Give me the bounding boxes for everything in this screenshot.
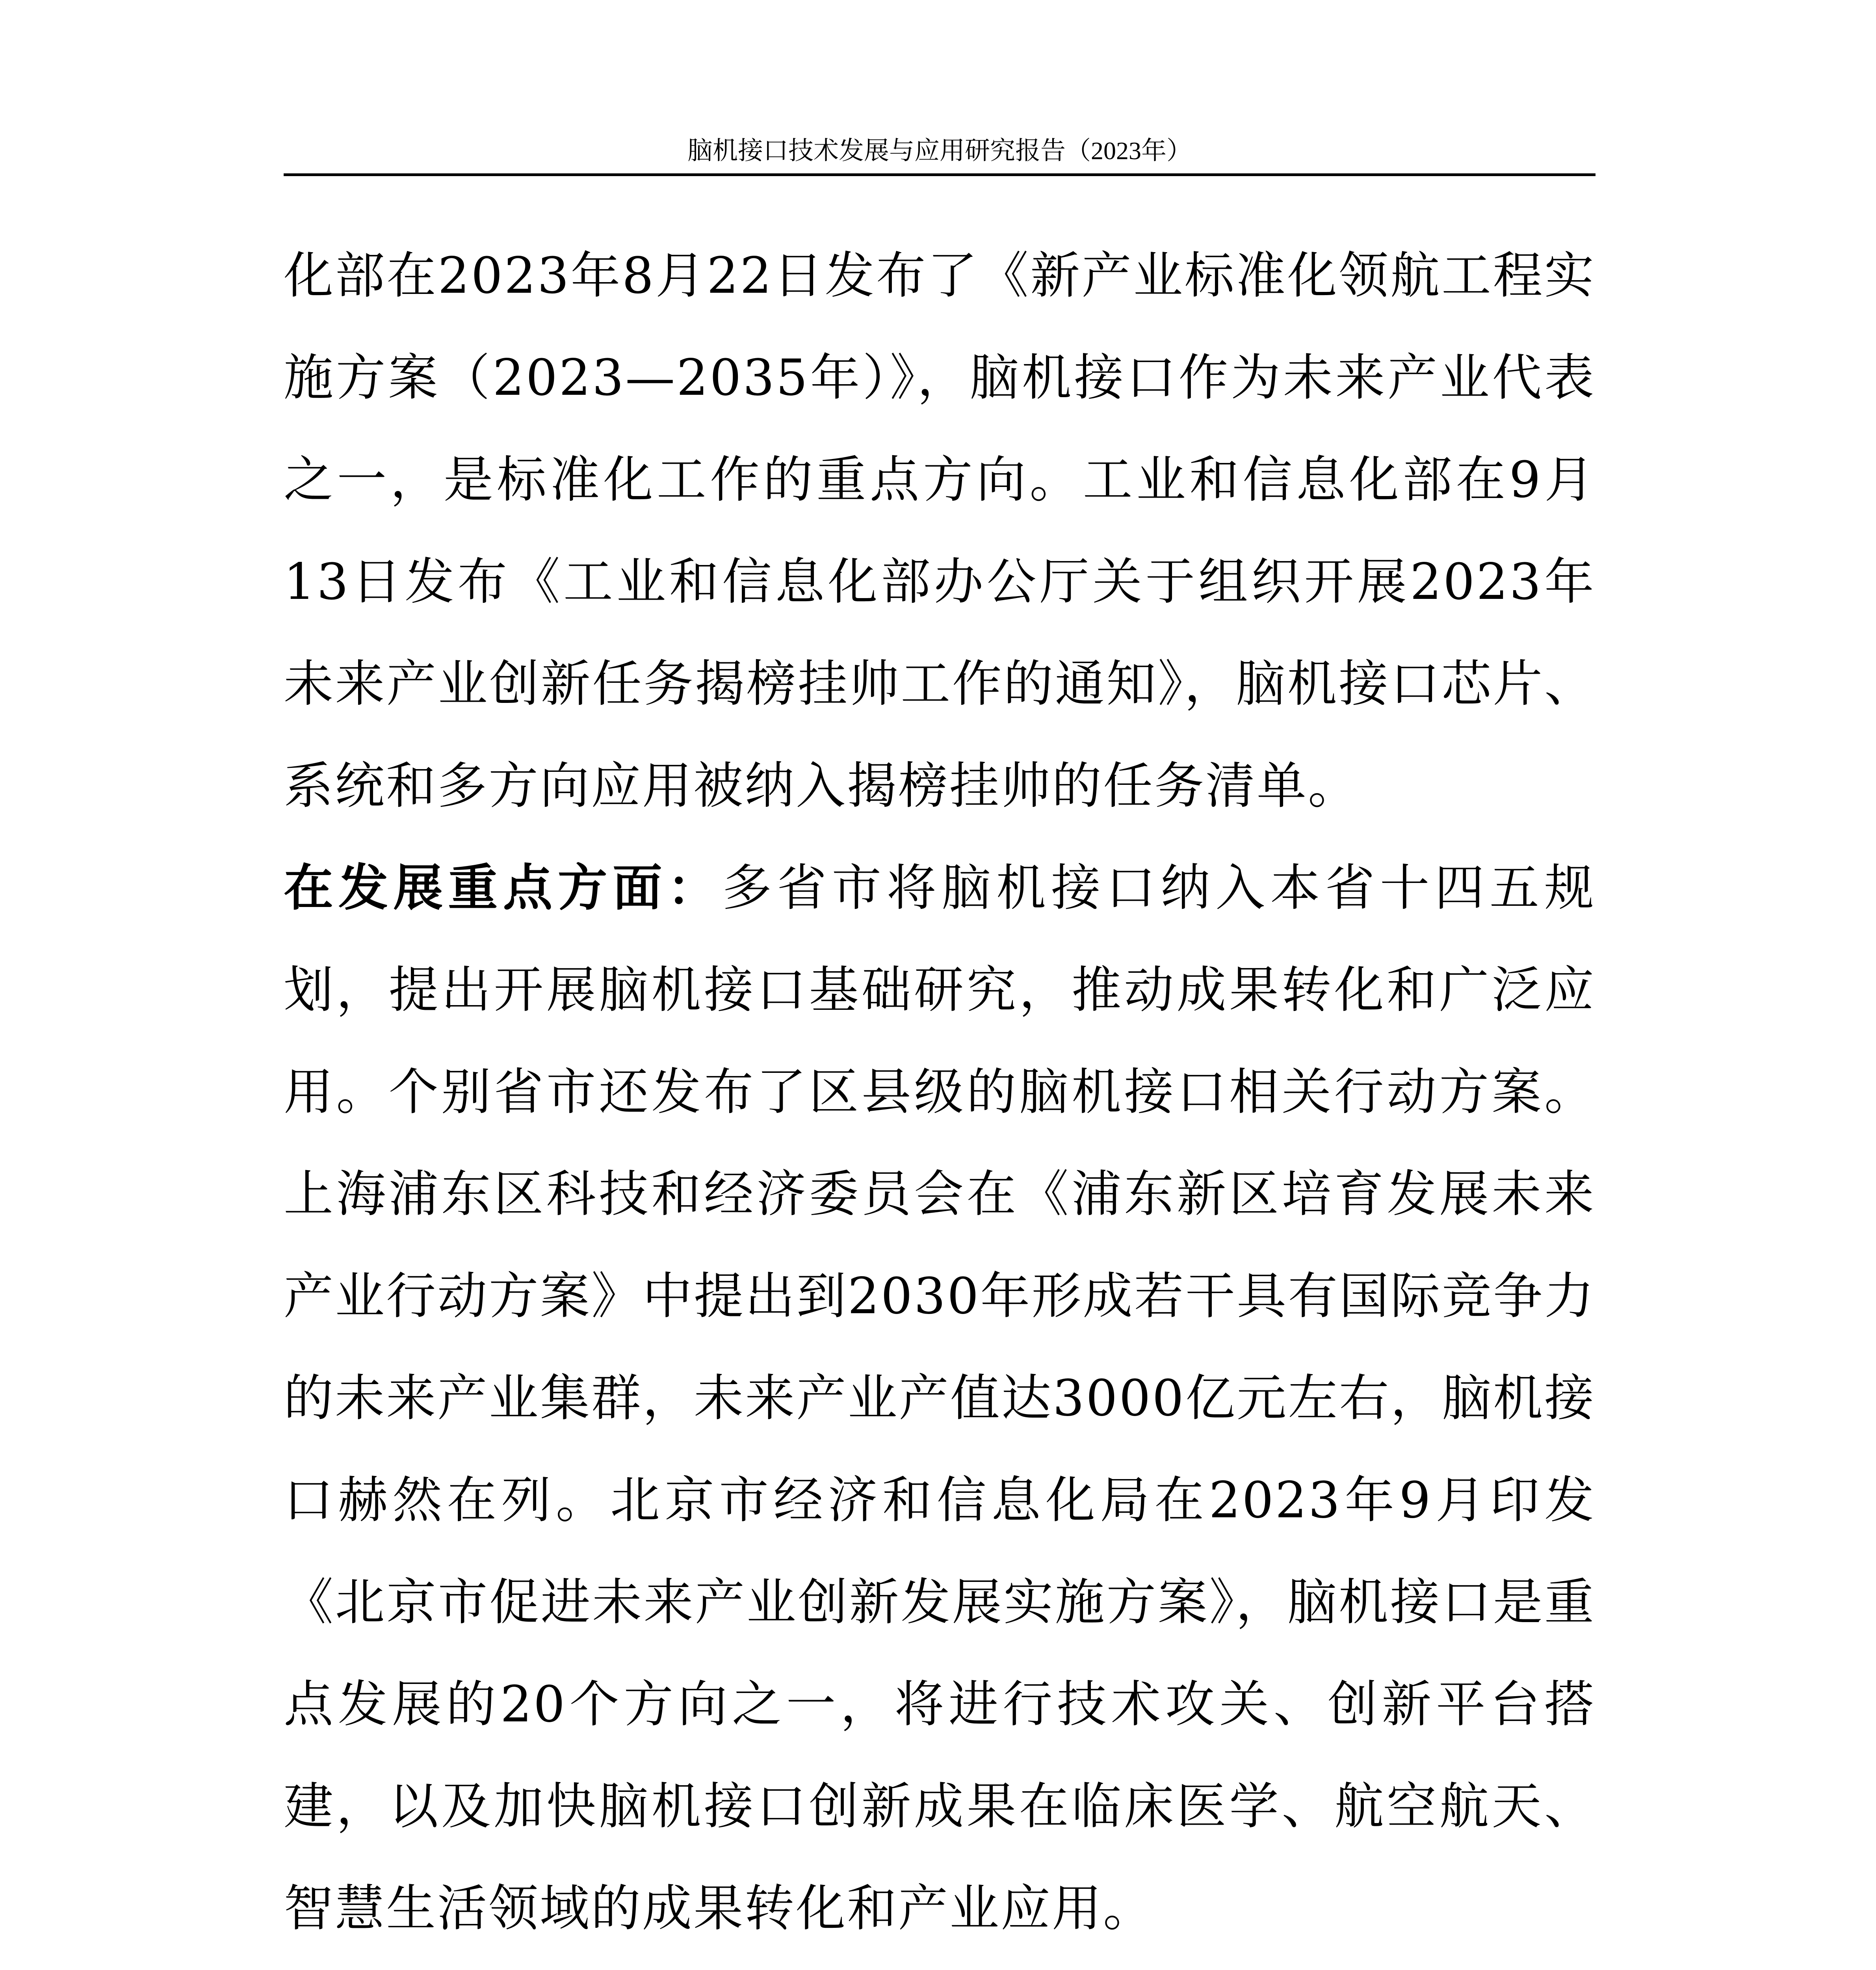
paragraph-development-focus	[284, 837, 1596, 1959]
section-heading	[284, 1959, 1596, 1970]
focus-text: 多省市将脑机接口纳入本省十四五规划，提出开展脑机接口基础研究，推动成果转化和广泛应用。个别省市还发布了区县级的脑机接口相关行动方案。上海浦东区科技和经济委员会在《浦东新区培育发展未来产业行动方案》中提出到2030年形成若干具有国际竞争力的未来产业集群，未来产业产值达3000亿元左右，脑机接口赫然在列。北京市经济和信息化局在2023年9月印发《北京市促进未来产业创新发展实施方案》，脑机接口是重点发展的20个方向之一，将进行技术攻关、创新平台搭建，以及加快脑机接口创新成果在临床医学、航空航天、智慧生活领域的成果转化和产业应用。	[284, 859, 1596, 1937]
paragraph-policy: 化部在2023年8月22日发布了《新产业标准化领航工程实施方案（2023—2035年）》，脑机接口作为未来产业代表之一，是标准化工作的重点方向。工业和信息化部在9月13日发布《工业和信息化部办公厅关于组织开展2023年未来产业创新任务揭榜挂帅工作的通知》，脑机接口芯片、系统和多方向应用被纳入揭榜挂帅的任务清单。	[284, 247, 1596, 815]
header-rule	[284, 173, 1596, 176]
focus-lead-in: 在发展重点方面：	[284, 859, 723, 917]
running-header: 脑机接口技术发展与应用研究报告（2023年）	[687, 137, 1192, 165]
body-text	[284, 225, 1596, 1970]
